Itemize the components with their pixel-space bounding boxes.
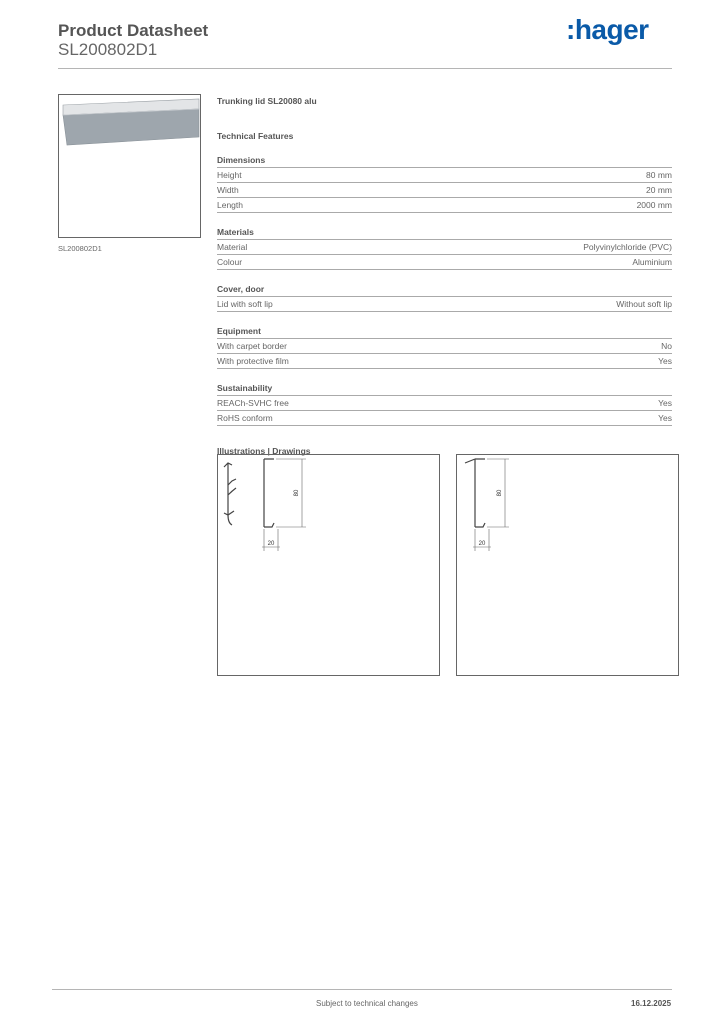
cross-section-drawing: [457, 455, 678, 675]
height-dimension-label: 80: [497, 489, 503, 497]
section-title: Equipment: [217, 326, 672, 339]
product-image-caption: SL200802D1: [58, 244, 102, 253]
footer-note: Subject to technical changes: [316, 999, 418, 1008]
spec-section: [217, 383, 672, 426]
spec-value: 80 mm: [646, 170, 672, 180]
footer-divider: [52, 989, 672, 990]
spec-label: With protective film: [217, 356, 289, 366]
spec-label: REACh-SVHC free: [217, 398, 289, 408]
spec-row: [217, 411, 672, 426]
drawing-1: [217, 454, 440, 676]
spec-label: Height: [217, 170, 242, 180]
spec-value: Yes: [658, 413, 672, 423]
spec-label: Length: [217, 200, 243, 210]
spec-value: 20 mm: [646, 185, 672, 195]
spec-label: With carpet border: [217, 341, 287, 351]
spec-label: RoHS conform: [217, 413, 273, 423]
spec-section: [217, 155, 672, 213]
width-dimension-label: 20: [478, 541, 486, 547]
footer-date: 16.12.2025: [631, 999, 672, 1008]
spec-sections: [217, 155, 672, 426]
illustrations-heading: Illustrations | Drawings: [217, 446, 311, 456]
spec-value: Yes: [658, 398, 672, 408]
spec-row: [217, 240, 672, 255]
height-dimension-label: 80: [294, 489, 300, 497]
spec-row: [217, 339, 672, 354]
section-title: Materials: [217, 227, 672, 240]
hager-logo: :hager: [566, 14, 649, 45]
spec-row: [217, 183, 672, 198]
spec-section: [217, 326, 672, 369]
cross-section-drawing: [218, 455, 439, 675]
header-divider: [58, 68, 672, 69]
product-image: [58, 94, 201, 238]
spec-section: [217, 227, 672, 270]
section-title: Sustainability: [217, 383, 672, 396]
product-name: Trunking lid SL20080 alu: [217, 96, 317, 106]
page-title: Product Datasheet: [58, 21, 209, 40]
spec-row: [217, 198, 672, 213]
features-heading: Technical Features: [217, 131, 294, 141]
width-dimension-label: 20: [267, 541, 275, 547]
spec-label: Material: [217, 242, 248, 252]
spec-row: [217, 297, 672, 312]
spec-row: [217, 354, 672, 369]
spec-content: [217, 96, 672, 456]
spec-label: Colour: [217, 257, 243, 267]
spec-value: Yes: [658, 356, 672, 366]
spec-value: Aluminium: [632, 257, 672, 267]
product-number: SL200802D1: [58, 40, 158, 59]
spec-section: [217, 284, 672, 312]
spec-value: No: [661, 341, 672, 351]
spec-value: Polyvinylchloride (PVC): [583, 242, 672, 252]
trunking-lid-illustration: [59, 95, 200, 237]
spec-value: Without soft lip: [616, 299, 672, 309]
drawing-2: [456, 454, 679, 676]
section-title: Cover, door: [217, 284, 672, 297]
spec-label: Lid with soft lip: [217, 299, 273, 309]
spec-row: [217, 168, 672, 183]
spec-row: [217, 255, 672, 270]
spec-row: [217, 396, 672, 411]
spec-value: 2000 mm: [636, 200, 672, 210]
section-title: Dimensions: [217, 155, 672, 168]
spec-label: Width: [217, 185, 239, 195]
